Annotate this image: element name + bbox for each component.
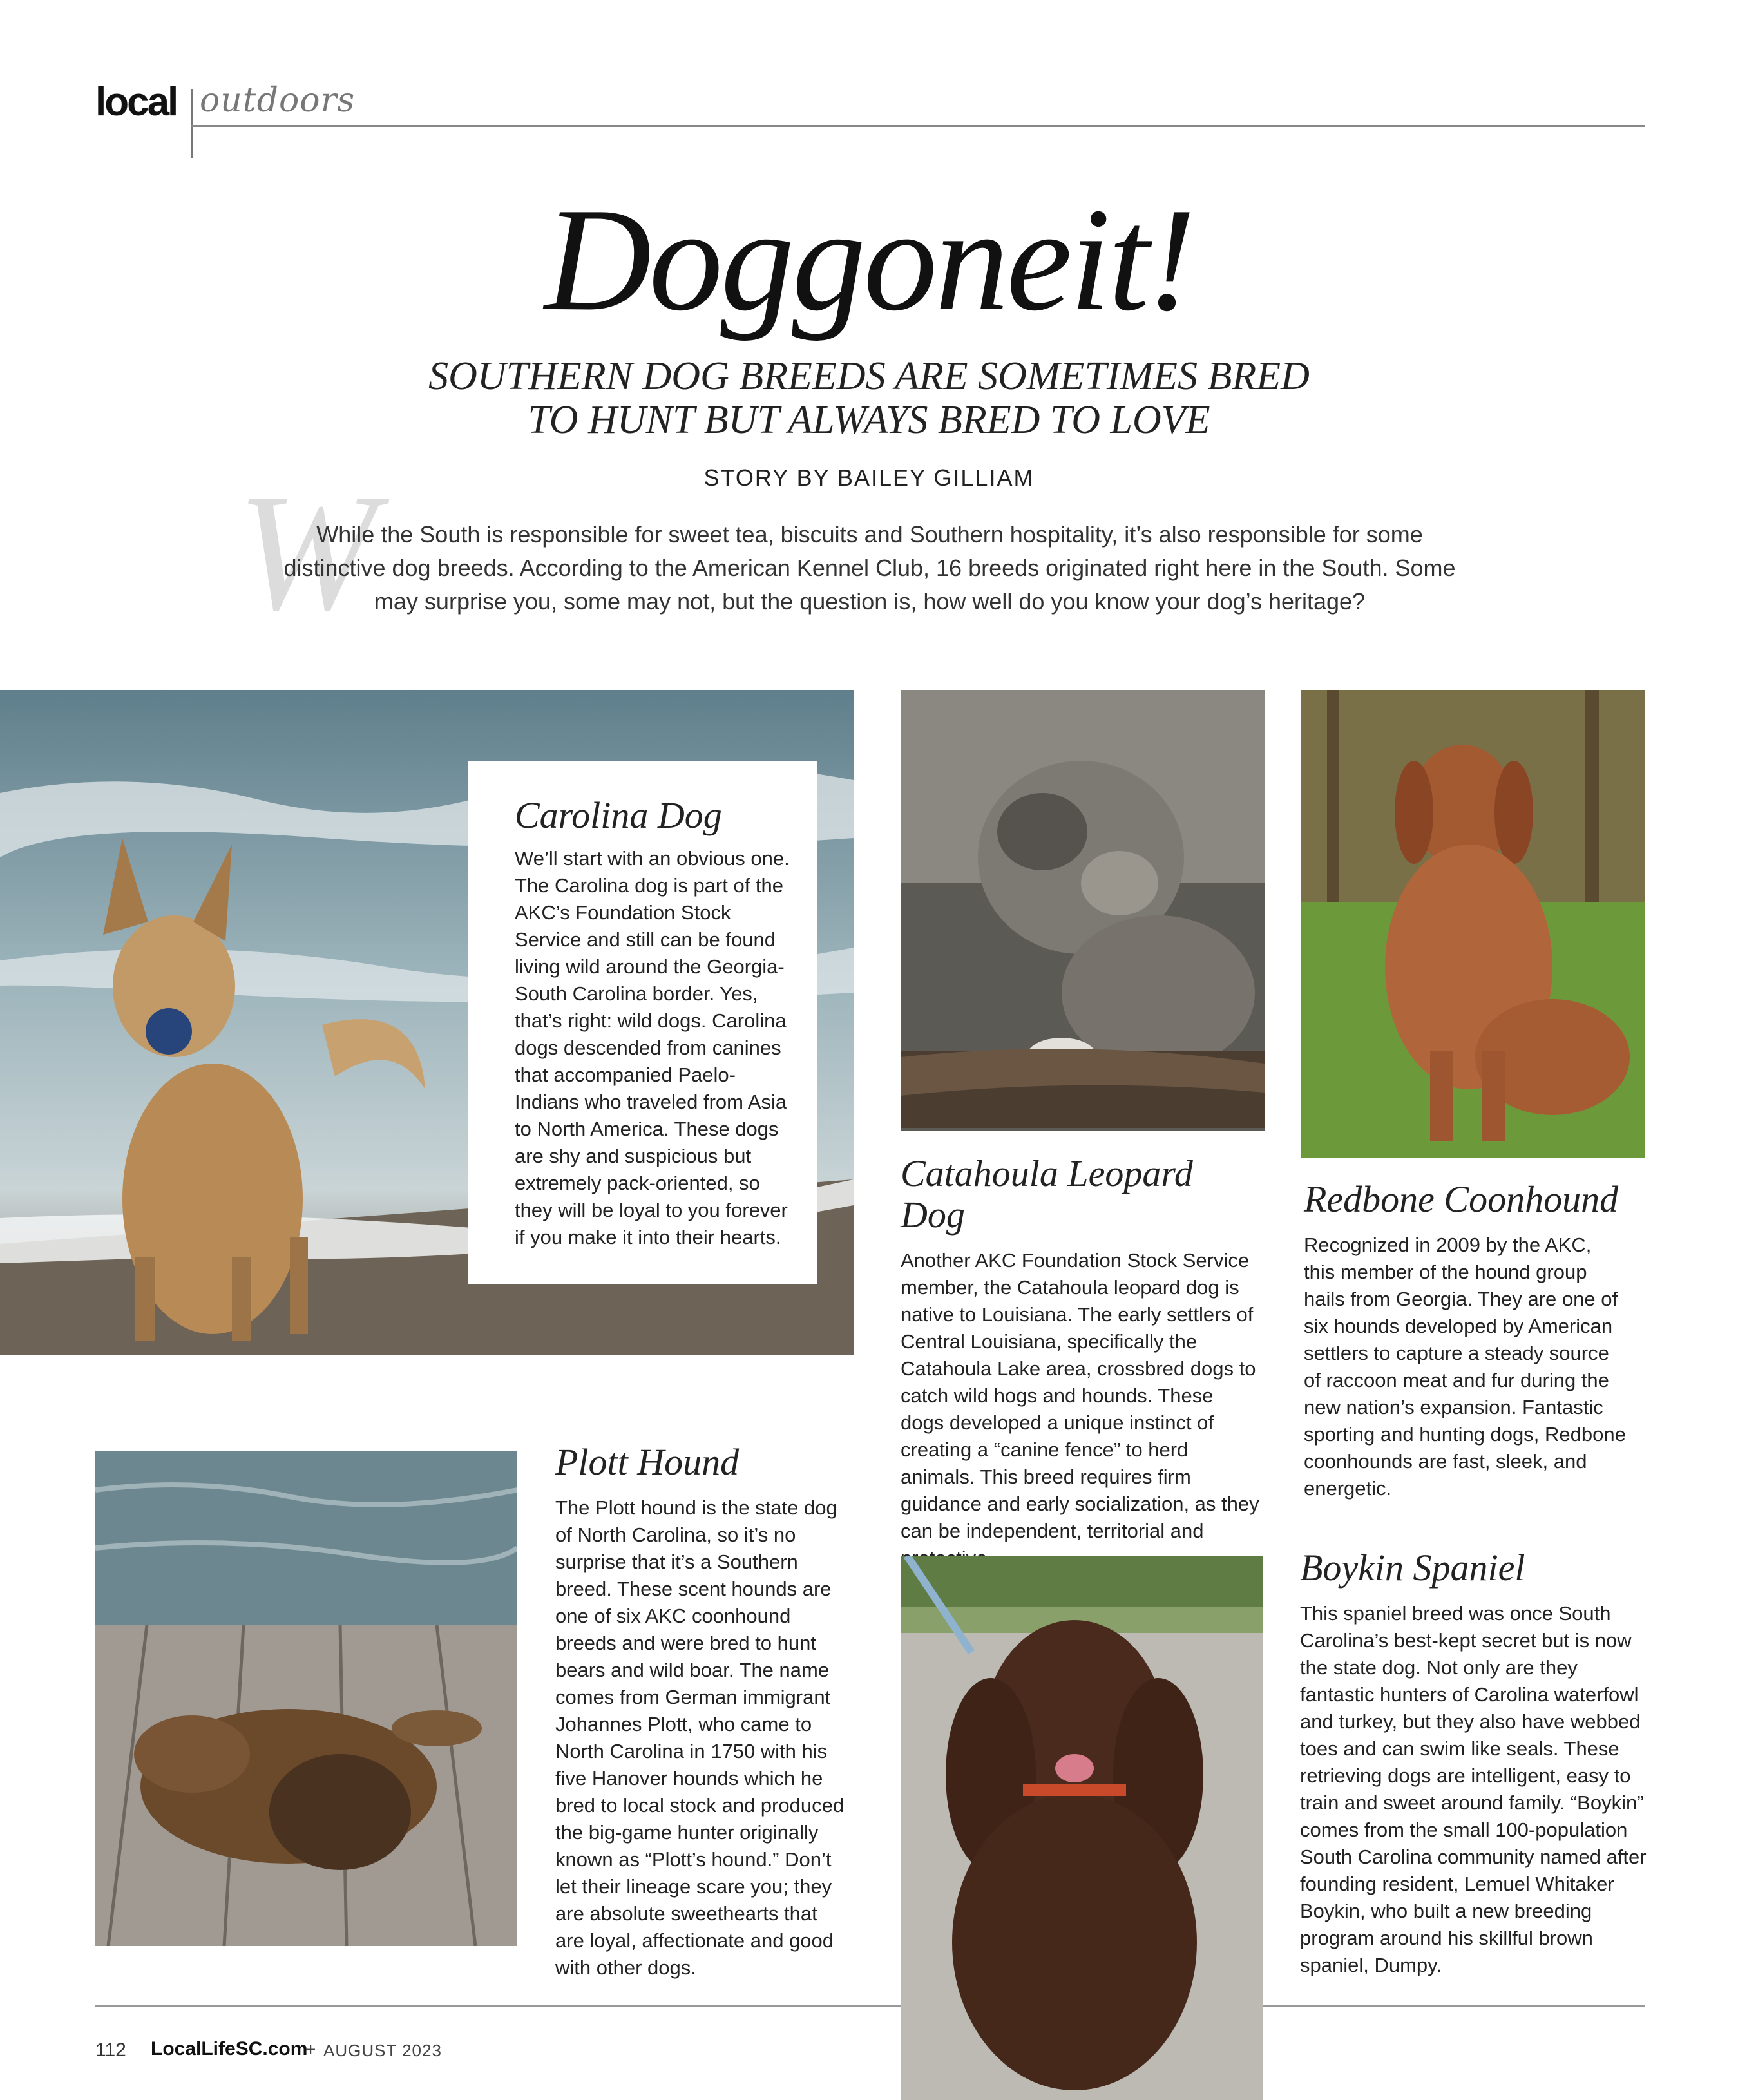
- page-number: 112: [95, 2039, 126, 2061]
- header-rule: [191, 125, 1645, 127]
- brand-divider: [191, 89, 193, 158]
- article-subtitle: [322, 354, 1416, 442]
- footer-separator: +: [305, 2039, 316, 2059]
- catahoula-card: [901, 1153, 1261, 1572]
- redbone-photo: [1301, 690, 1645, 1158]
- breed-title: Plott Hound: [555, 1441, 740, 1483]
- article-title: Doggoneit!: [544, 177, 1194, 341]
- plott-hound-card: [555, 1442, 852, 1981]
- byline: STORY BY BAILEY GILLIAM: [703, 464, 1035, 491]
- drop-cap: W: [237, 460, 377, 645]
- breed-description: We’ll start with an obvious one. The Carolina dog is part of the AKC’s Foundation Stock Service and still can be found living wild around the Georgia-South Carolina border. Yes, that’s right: wild dogs. Carolina dogs descended from canines that accompanied Paelo-Indians who traveled from Asia to North America. These dogs are shy and suspicious but extremely pack-oriented, so they will be loyal to you forever if you make it into their hearts.: [515, 847, 790, 1248]
- subtitle-line-2: TO HUNT BUT ALWAYS BRED TO LOVE: [528, 398, 1210, 442]
- catahoula-photo: [901, 690, 1265, 1131]
- breed-title: Carolina Dog: [515, 794, 722, 836]
- issue-date: AUGUST 2023: [323, 2041, 442, 2060]
- subtitle-line-1: SOUTHERN DOG BREEDS ARE SOMETIMES BRED: [428, 354, 1310, 398]
- breed-title: Boykin Spaniel: [1300, 1547, 1525, 1589]
- breed-description: Recognized in 2009 by the AKC, this member of the hound group hails from Georgia. They are one of six hounds developed by American settlers to capture a steady source of raccoon meat and fur during the new nation’s expansion. Fantastic sporting and hunting dogs, Redbone coonhounds are fast, sleek, and energetic.: [1304, 1233, 1626, 1500]
- breed-title: Catahoula Leopard Dog: [901, 1152, 1193, 1236]
- breed-description: This spaniel breed was once South Carolina’s best-kept secret but is now the state dog. Not only are they fantastic hunters of Carolina waterfowl and turkey, but they also have webbed toes and can swim like seals. These retrieving dogs are intelligent, easy to train and sweet around family. “Boykin” comes from the small 100-population South Carolina community named after founding resident, Lemuel Whitaker Boykin, who built a new breeding program around his skillful brown spaniel, Dumpy.: [1300, 1601, 1647, 1976]
- redbone-card: [1304, 1179, 1626, 1502]
- brand-logo: local: [95, 80, 177, 124]
- carolina-dog-card: [468, 761, 817, 1284]
- site-url: LocalLifeSC.com: [151, 2038, 308, 2059]
- intro-paragraph: While the South is responsible for sweet tea, biscuits and Southern hospitality, it’s also responsible for some distinctive dog breeds. According to the American Kennel Club, 16 breeds originated right here in the South. Some may surprise you, some may not, but the question is, how well do you know your dog’s heritage?: [283, 521, 1456, 615]
- footer-rule: [95, 2005, 1645, 2007]
- breed-description: The Plott hound is the state dog of North Carolina, so it’s no surprise that it’s a Southern breed. These scent hounds are one of six AKC coonhound breeds and were bred to hunt bears and wild boar. The name comes from German immigrant Johannes Plott, who came to North Carolina in 1750 with his five Hanover hounds which he bred to local stock and produced the big-game hunter originally known as “Plott’s hound.” Don’t let their lineage scare you; they are absolute sweethearts that are loyal, affectionate and good with other dogs.: [555, 1496, 845, 1979]
- breed-description: Another AKC Foundation Stock Service member, the Catahoula leopard dog is native to Louisiana. The early settlers of Central Louisiana, specifically the Catahoula Lake area, crossbred dogs to catch wild hogs and hounds. These dogs developed a unique instinct of creating a “canine fence” to herd animals. This breed requires firm guidance and early socialization, as they can be independent, territorial and: [901, 1248, 1259, 1542]
- plott-hound-photo: [95, 1451, 517, 1946]
- breed-title: Redbone Coonhound: [1304, 1178, 1619, 1220]
- section-label: outdoors: [200, 81, 356, 120]
- boykin-spaniel-card: [1300, 1547, 1648, 1979]
- boykin-spaniel-photo: [901, 1556, 1263, 2100]
